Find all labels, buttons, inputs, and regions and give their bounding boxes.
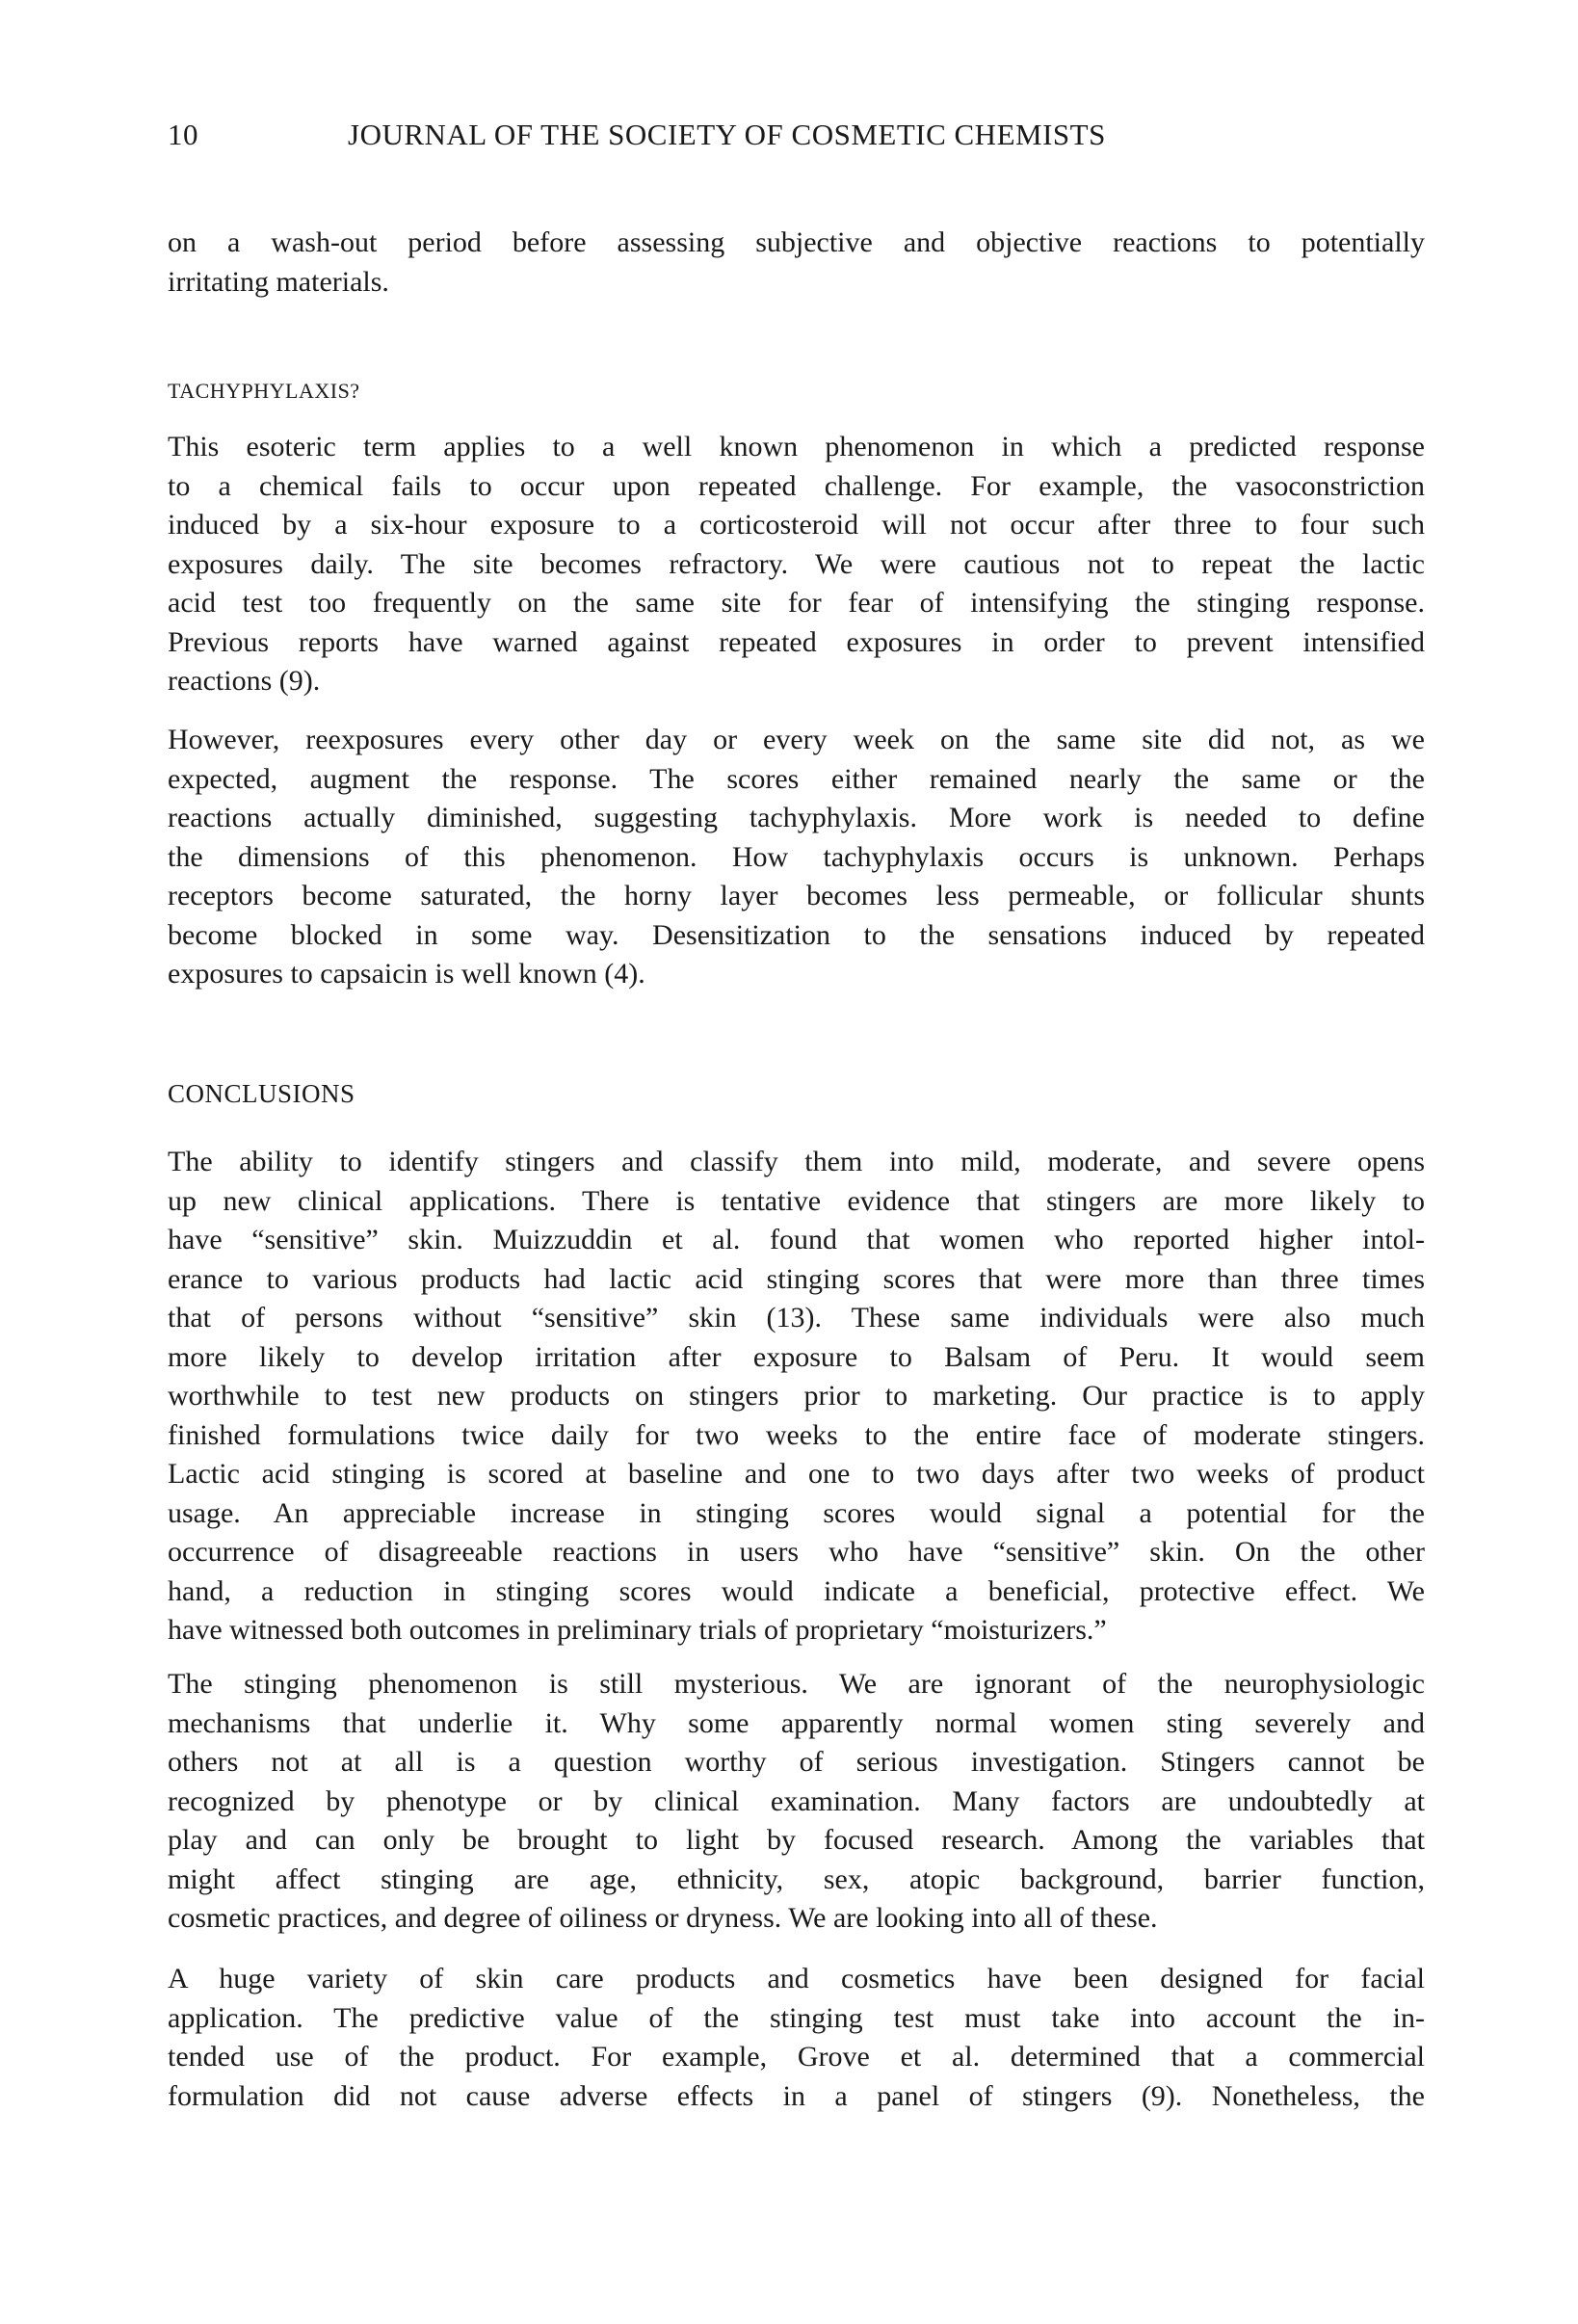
text-line: reactions (9).: [168, 665, 321, 697]
text-line: exposures daily. The site becomes refractory. We were cautious not to repeat the lactic: [168, 547, 1425, 580]
text-line: cosmetic practices, and degree of oiliness or dryness. We are looking into all of these.: [168, 1902, 1158, 1934]
text-line: The stinging phenomenon is still mysterious. We are ignorant of the neurophysiologic: [168, 1668, 1425, 1700]
text-line: play and can only be brought to light by focused research. Among the variables that: [168, 1824, 1425, 1856]
text-line: become blocked in some way. Desensitization to the sensations induced by repeated: [168, 918, 1425, 951]
text-line: erance to various products had lactic acid stinging scores that were more than three times: [168, 1262, 1425, 1295]
text-line: usage. An appreciable increase in stinging scores would signal a potential for the: [168, 1496, 1425, 1529]
text-line: finished formulations twice daily for two weeks to the entire face of moderate stingers.: [168, 1418, 1425, 1451]
paragraph: [168, 224, 1425, 302]
text-line: acid test too frequently on the same site for fear of intensifying the stinging response.: [168, 587, 1425, 619]
text-line: to a chemical fails to occur upon repeated challenge. For example, the vasoconstriction: [168, 469, 1425, 502]
text-line: more likely to develop irritation after exposure to Balsam of Peru. It would seem: [168, 1340, 1425, 1373]
text-line: The ability to identify stingers and classify them into mild, moderate, and severe opens: [168, 1146, 1425, 1177]
text-line: the dimensions of this phenomenon. How tachyphylaxis occurs is unknown. Perhaps: [168, 840, 1425, 873]
text-line: Previous reports have warned against repeated exposures in order to prevent intensified: [168, 625, 1425, 658]
text-line: mechanisms that underlie it. Why some apparently normal women sting severely and: [168, 1706, 1425, 1739]
text-line: up new clinical applications. There is tentative evidence that stingers are more likely to: [168, 1184, 1425, 1217]
text-line: A huge variety of skin care products and cosmetics have been designed for facial: [168, 1963, 1425, 1994]
text-line: occurrence of disagreeable reactions in users who have “sensitive” skin. On the other: [168, 1536, 1425, 1568]
section-heading-tachyphylaxis: TACHYPHYLAXIS?: [168, 379, 360, 403]
text-line: recognized by phenotype or by clinical examination. Many factors are undoubtedly at: [168, 1784, 1425, 1817]
paragraph: [168, 1960, 1425, 2116]
paragraph: [168, 721, 1425, 994]
page-number: 10: [168, 118, 198, 151]
text-line: others not at all is a question worthy of serious investigation. Stingers cannot be: [168, 1746, 1425, 1778]
text-line: expected, augment the response. The scores either remained nearly the same or the: [168, 762, 1425, 795]
section-heading-conclusions: CONCLUSIONS: [168, 1079, 355, 1108]
text-line: receptors become saturated, the horny layer becomes less permeable, or follicular shunts: [168, 880, 1425, 911]
text-line: application. The predictive value of the stinging test must take into account the in-: [168, 2001, 1425, 2034]
text-line: have witnessed both outcomes in preliminary trials of proprietary “moisturizers.”: [168, 1614, 1107, 1646]
text-line: induced by a six-hour exposure to a corticosteroid will not occur after three to four such: [168, 509, 1425, 541]
running-header: JOURNAL OF THE SOCIETY OF COSMETIC CHEMISTS: [348, 118, 1106, 151]
text-line: on a wash-out period before assessing subjective and objective reactions to potentially: [168, 226, 1425, 258]
paragraph: [168, 428, 1425, 701]
text-line: irritating materials.: [168, 265, 389, 298]
text-line: reactions actually diminished, suggesting tachyphylaxis. More work is needed to define: [168, 802, 1425, 833]
text-line: This esoteric term applies to a well known phenomenon in which a predicted response: [168, 431, 1425, 462]
paragraph: [168, 1665, 1425, 1939]
text-line: Lactic acid stinging is scored at baseline and one to two days after two weeks of product: [168, 1458, 1425, 1490]
text-line: tended use of the product. For example, Grove et al. determined that a commercial: [168, 2041, 1425, 2073]
text-line: worthwhile to test new products on stingers prior to marketing. Our practice is to apply: [168, 1380, 1425, 1412]
text-line: might affect stinging are age, ethnicity, sex, atopic background, barrier function,: [168, 1862, 1425, 1895]
text-line: formulation did not cause adverse effects in a panel of stingers (9). Nonetheless, the: [168, 2079, 1425, 2112]
text-line: hand, a reduction in stinging scores would indicate a beneficial, protective effect. We: [168, 1574, 1425, 1607]
text-line: have “sensitive” skin. Muizzuddin et al. found that women who reported higher intol-: [168, 1224, 1425, 1255]
paragraph: [168, 1143, 1425, 1651]
text-line: exposures to capsaicin is well known (4).: [168, 958, 645, 990]
text-line: that of persons without “sensitive” skin (13). These same individuals were also much: [168, 1302, 1425, 1334]
text-line: However, reexposures every other day or every week on the same site did not, as we: [168, 724, 1425, 755]
